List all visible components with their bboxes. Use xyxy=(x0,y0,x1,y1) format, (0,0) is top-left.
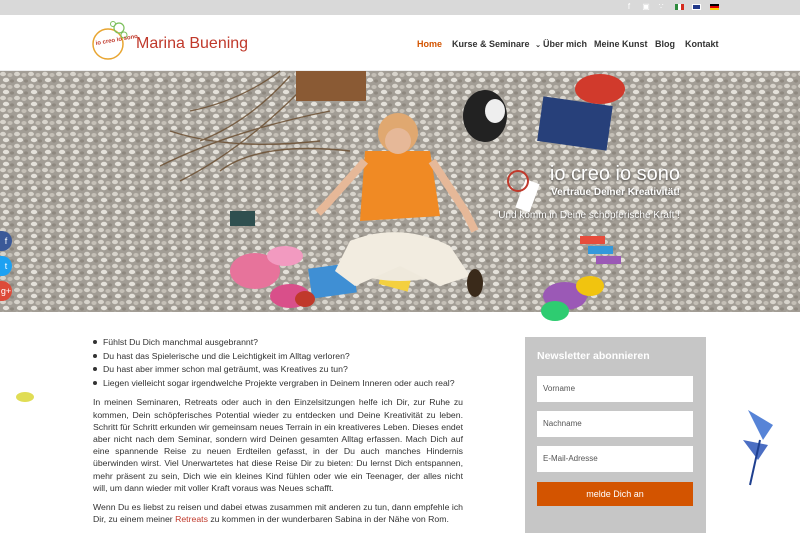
site-name[interactable]: Marina Buening xyxy=(136,35,249,52)
nav-kontakt[interactable]: Kontakt xyxy=(685,39,719,49)
intro-paragraph: In meinen Seminaren, Retreats oder auch in den Einzelsitzungen helfe ich Dir, zur Ruhe zu kommen, Dein schöpferisches Potential wieder zu entdecken und Deine Kreativität zu leben. Schritt für Schritt erkunden wir gemeinsam neues Terrain in ein kreativeres Leben. Dieses endet aber nicht nach dem Seminar, sondern wird Deinen gesamten Alltag erfassen. Mach Dich auf eine spannende Reise zu neuen Erdteilen gefasst, in der Du auch manches Hindernis überwinden wirst. Viel Unerwartetes hat diese Reise Dir zu bieten: Du lernst Dich entspannen, mehr präsent zu sein, Dich wie ein kleines Kind fühlen oder wie ein Teenager, der alles nicht will, um dann wieder mit voller Kraft voraus was Neues schafft. xyxy=(93,397,463,493)
butterfly-decoration-icon xyxy=(12,388,38,406)
last-name-field[interactable]: Nachname xyxy=(537,411,693,437)
logo-text: io creo io sono xyxy=(95,33,139,48)
twitter-icon: t xyxy=(4,261,8,271)
facebook-icon[interactable]: f xyxy=(627,2,631,11)
retreats-link[interactable]: Retreats xyxy=(175,514,208,525)
flag-uk-icon[interactable] xyxy=(692,4,701,10)
list-item: Du hast das Spielerische und die Leichtigkeit im Alltag verloren? xyxy=(93,350,463,362)
list-item: Fühlst Du Dich manchmal ausgebrannt? xyxy=(93,336,463,348)
hero-image xyxy=(0,71,800,312)
facebook-icon: f xyxy=(4,236,8,246)
hero-title: io creo io sono xyxy=(549,163,680,185)
chevron-down-icon: ⌄ xyxy=(535,42,541,49)
retreat-text-start: Wenn Du es liebst zu reisen und dabei etwas zusammen mit anderen zu tun, dann empfehle ich Dir, zu einem meiner xyxy=(93,501,463,525)
retreat-paragraph xyxy=(93,501,463,525)
newsletter-title: Newsletter abonnieren xyxy=(537,350,650,362)
hero-tagline: Und komm in Deine schöpferische Kraft ! xyxy=(498,210,680,221)
site-logo[interactable] xyxy=(88,20,139,62)
list-item: Liegen vielleicht sogar irgendwelche Projekte vergraben in Deinem Inneren oder auch real? xyxy=(93,377,463,389)
dragonfly-decoration-icon xyxy=(728,400,788,490)
first-name-field[interactable]: Vorname xyxy=(537,376,693,402)
flag-italy-icon[interactable] xyxy=(675,4,684,10)
nav-meine-kunst[interactable]: Meine Kunst xyxy=(594,39,648,49)
nav-kurse-seminare-label: Kurse & Seminare xyxy=(452,39,530,49)
main-content xyxy=(93,336,463,525)
nav-ueber-mich[interactable]: Über mich xyxy=(543,39,588,49)
instagram-icon[interactable]: ▣ xyxy=(642,2,650,11)
retreat-text-end: zu kommen in der wunderbaren Sabina in der Nähe von Rom. xyxy=(207,514,449,525)
rss-icon[interactable]: ∵ xyxy=(658,2,664,11)
top-bar xyxy=(0,0,800,15)
nav-home[interactable]: Home xyxy=(417,39,443,49)
nav-blog[interactable]: Blog xyxy=(655,39,675,49)
flag-germany-icon[interactable] xyxy=(710,4,719,10)
subscribe-button[interactable]: melde Dich an xyxy=(537,482,693,506)
hero-subtitle: Vertraue Deiner Kreativität! xyxy=(551,187,680,198)
email-field[interactable]: E-Mail-Adresse xyxy=(537,446,693,472)
intro-list xyxy=(93,336,463,389)
hero-banner xyxy=(0,71,800,312)
nav-kurse-seminare[interactable] xyxy=(452,39,541,49)
site-header xyxy=(0,15,800,71)
googleplus-icon: g+ xyxy=(0,286,12,296)
list-item: Du hast aber immer schon mal geträumt, was Kreatives zu tun? xyxy=(93,363,463,375)
